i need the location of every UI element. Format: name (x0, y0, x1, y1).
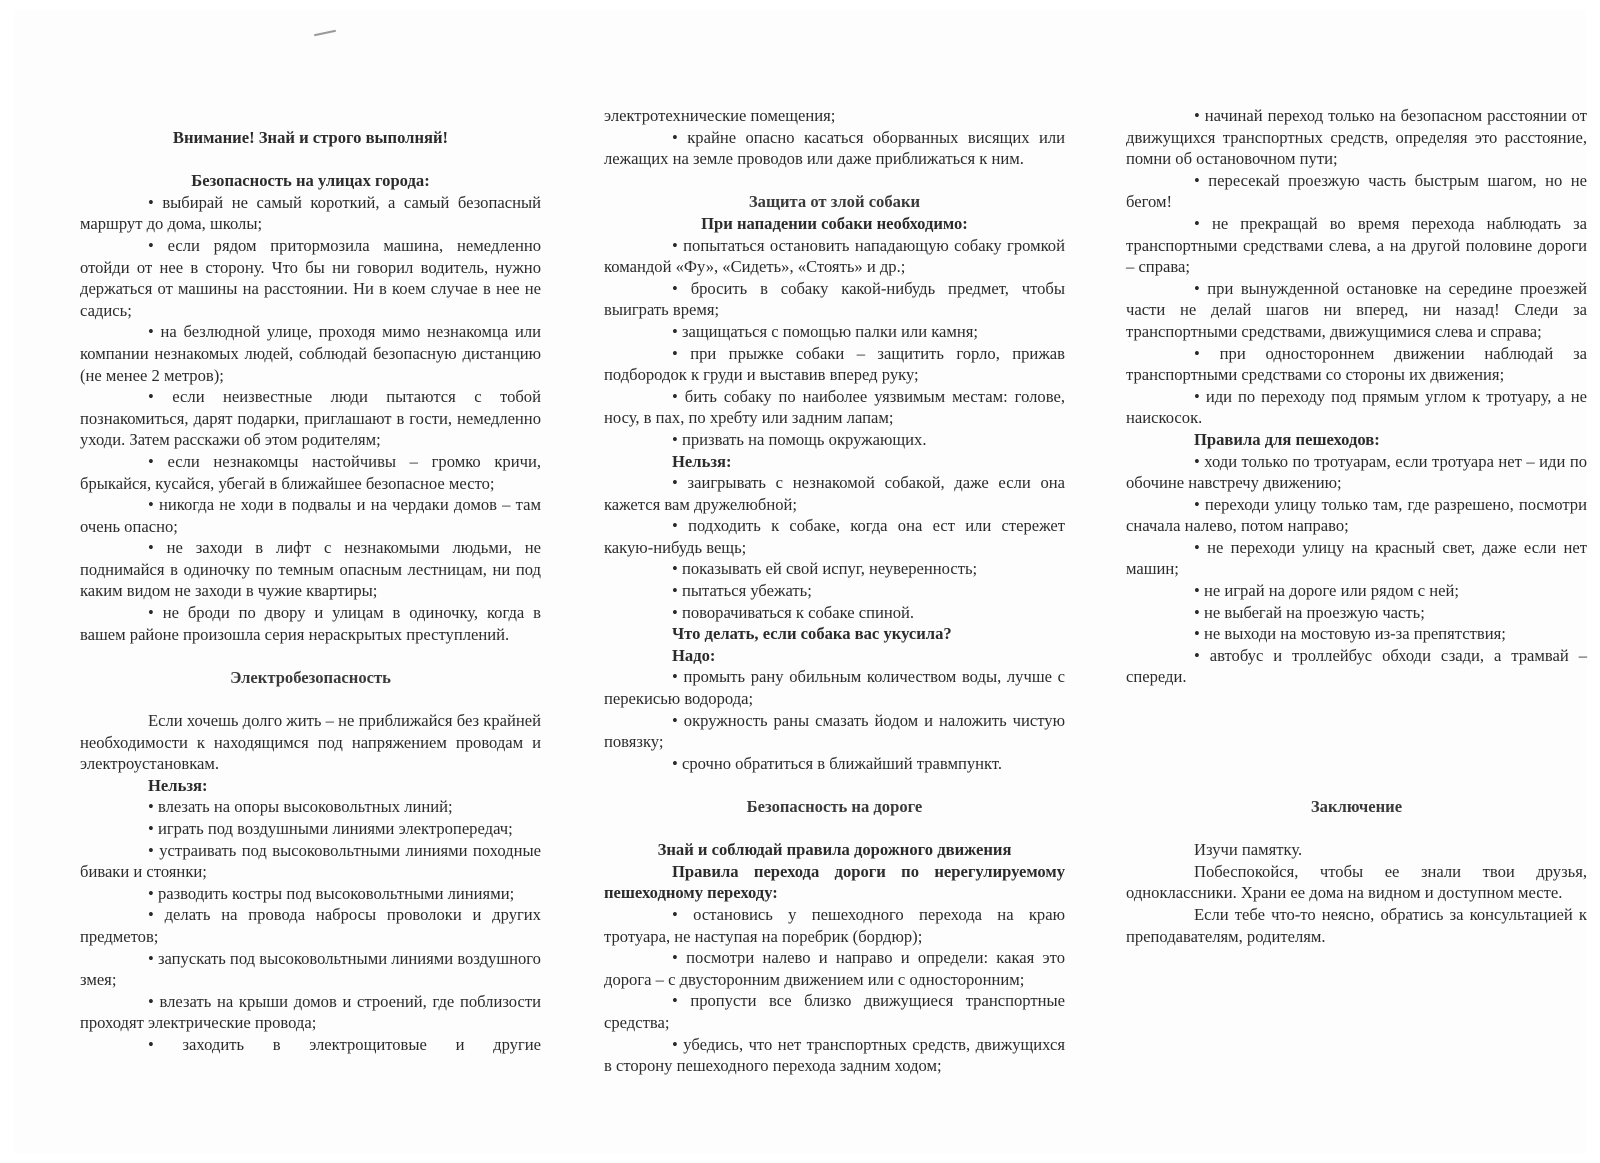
list-item: • не играй на дороге или рядом с ней; (1126, 580, 1587, 602)
dog-attack-subheading: При нападении собаки необходимо: (701, 213, 968, 233)
list-item: • ходи только по тротуарам, если тротуара нет – иди по обочине навстречу движению; (1126, 451, 1587, 494)
list-item: • влезать на крыши домов и строений, где поблизости проходят электрические провода; (80, 991, 541, 1034)
list-item: • бросить в собаку какой-нибудь предмет, чтобы выиграть время; (604, 278, 1065, 321)
list-item: • поворачиваться к собаке спиной. (604, 602, 1065, 624)
list-item: • играть под воздушными линиями электропередач; (80, 818, 541, 840)
list-item: • при вынужденной остановке на середине проезжей части не делай шагов ни вперед, ни назад! Следи за транспортными средствами, движущимися слева и справа; (1126, 278, 1587, 343)
list-item: • устраивать под высоковольтными линиями походные биваки и стоянки; (80, 840, 541, 883)
page-title: Внимание! Знай и строго выполняй! (172, 128, 449, 147)
list-item: • заходить в электрощитовые и другие (80, 1034, 541, 1056)
column-1 (80, 127, 541, 1056)
list-item: • крайне опасно касаться оборванных висящих или лежащих на земле проводов или даже приближаться к ним. (604, 127, 1065, 170)
list-item: • не выходи на мостовую из-за препятствия; (1126, 623, 1587, 645)
list-item: • переходи улицу только там, где разрешено, посмотри сначала налево, потом направо; (1126, 494, 1587, 537)
list-item: • подходить к собаке, когда она ест или стережет какую-нибудь вещь; (604, 515, 1065, 558)
forbidden-label: Нельзя: (148, 775, 208, 795)
scan-mark (314, 30, 336, 37)
electro-safety-heading: Электробезопасность (230, 667, 391, 687)
pedestrian-rules-heading: Правила для пешеходов: (1194, 429, 1380, 449)
list-item: • делать на провода набросы проволоки и других предметов; (80, 904, 541, 947)
list-item: • пересекай проезжую часть быстрым шагом, но не бегом! (1126, 170, 1587, 213)
dog-bite-question: Что делать, если собака вас укусила? (672, 624, 952, 644)
list-item: • выбирай не самый короткий, а самый безопасный маршрут до дома, школы; (80, 192, 541, 235)
list-item: • промыть рану обильным количеством воды, лучше с перекисью водорода; (604, 666, 1065, 709)
list-item: • если незнакомцы настойчивы – громко кричи, брыкайся, кусайся, убегай в ближайшее безопасное место; (80, 451, 541, 494)
list-item: • на безлюдной улице, проходя мимо незнакомца или компании незнакомых людей, соблюдай безопасную дистанцию (не менее 2 метров); (80, 321, 541, 386)
list-item: • если неизвестные люди пытаются с тобой познакомиться, дарят подарки, приглашают в гости, немедленно уходи. Затем расскажи об этом родителям; (80, 386, 541, 451)
leaflet-sheet (14, 10, 1586, 1153)
list-item: • при прыжке собаки – защитить горло, прижав подбородок к груди и выставив вперед руку; (604, 343, 1065, 386)
list-item: • призвать на помощь окружающих. (604, 429, 1065, 451)
list-item: • никогда не ходи в подвалы и на чердаки домов – там очень опасно; (80, 494, 541, 537)
list-item: • начинай переход только на безопасном расстоянии от движущихся транспортных средств, определяя это расстояние, помни об остановочном пути; (1126, 105, 1587, 170)
list-item: • автобус и троллейбус обходи сзади, а трамвай – спереди. (1126, 645, 1587, 688)
forbidden-label: Нельзя: (672, 451, 732, 471)
list-item: • бить собаку по наиболее уязвимым местам: голове, носу, в пах, по хребту или задним лапам; (604, 386, 1065, 429)
list-item: • попытаться остановить нападающую собаку громкой командой «Фу», «Сидеть», «Стоять» и др.; (604, 235, 1065, 278)
dog-protection-heading: Защита от злой собаки (748, 192, 921, 212)
list-item: • окружность раны смазать йодом и наложить чистую повязку; (604, 710, 1065, 753)
list-item: • разводить костры под высоковольтными линиями; (80, 883, 541, 905)
crossing-rules-heading: Правила перехода дороги по нерегулируемому пешеходному переходу: (604, 861, 1065, 903)
list-item: • при одностороннем движении наблюдай за транспортными средствами со стороны их движения; (1126, 343, 1587, 386)
list-item: • убедись, что нет транспортных средств, движущихся в сторону пешеходного перехода задним ходом; (604, 1034, 1065, 1077)
list-item: • не броди по двору и улицам в одиночку, когда в вашем районе произошла серия нераскрытых преступлений. (80, 602, 541, 645)
road-rules-subheading: Знай и соблюдай правила дорожного движения (657, 840, 1012, 860)
column-2 (604, 105, 1065, 1077)
conclusion-paragraph: Побеспокойся, чтобы ее знали твои друзья, одноклассники. Храни ее дома на видном и доступном месте. (1126, 861, 1587, 903)
list-item: • пытаться убежать; (604, 580, 1065, 602)
list-item: • влезать на опоры высоковольтных линий; (80, 796, 541, 818)
electro-intro: Если хочешь долго жить – не приближайся без крайней необходимости к находящимся под напряжением проводам и электроустановкам. (80, 711, 541, 774)
list-item: • не выбегай на проезжую часть; (1126, 602, 1587, 624)
conclusion-heading: Заключение (1310, 797, 1403, 817)
list-item: • срочно обратиться в ближайший травмпункт. (604, 753, 1065, 775)
list-item: • запускать под высоковольтными линиями воздушного змея; (80, 948, 541, 991)
list-item: • не заходи в лифт с незнакомыми людьми, не поднимайся в одиночку по темным опасным лестницам, ни под каким видом не заходи в чужие квартиры; (80, 537, 541, 602)
list-item: • показывать ей свой испуг, неуверенность; (604, 558, 1065, 580)
list-item: • не переходи улицу на красный свет, даже если нет машин; (1126, 537, 1587, 580)
list-item: • не прекращай во время перехода наблюдать за транспортными средствами слева, а на другой половине дороги – справа; (1126, 213, 1587, 278)
list-item: • защищаться с помощью палки или камня; (604, 321, 1065, 343)
need-label: Надо: (672, 645, 716, 665)
road-safety-heading: Безопасность на дороге (746, 797, 923, 816)
continuation-text: электротехнические помещения; (604, 106, 836, 125)
list-item: • если рядом притормозила машина, немедленно отойди от нее в сторону. Что бы ни говорил водитель, нужно держаться от машины на расстоянии. Ни в коем случае в нее не садись; (80, 235, 541, 321)
column-3 (1126, 105, 1587, 947)
list-item: • иди по переходу под прямым углом к тротуару, а не наискосок. (1126, 386, 1587, 429)
street-safety-heading: Безопасность на улицах города: (191, 171, 430, 191)
list-item: • пропусти все близко движущиеся транспортные средства; (604, 990, 1065, 1033)
list-item: • заигрывать с незнакомой собакой, даже если она кажется вам дружелюбной; (604, 472, 1065, 515)
list-item: • посмотри налево и направо и определи: какая это дорога – с двусторонним движением или с односторонним; (604, 947, 1065, 990)
conclusion-paragraph: Изучи памятку. (1194, 840, 1303, 860)
list-item: • остановись у пешеходного перехода на краю тротуара, не наступая на поребрик (бордюр); (604, 904, 1065, 947)
conclusion-paragraph: Если тебе что-то неясно, обратись за консультацией к преподавателям, родителям. (1126, 905, 1587, 946)
